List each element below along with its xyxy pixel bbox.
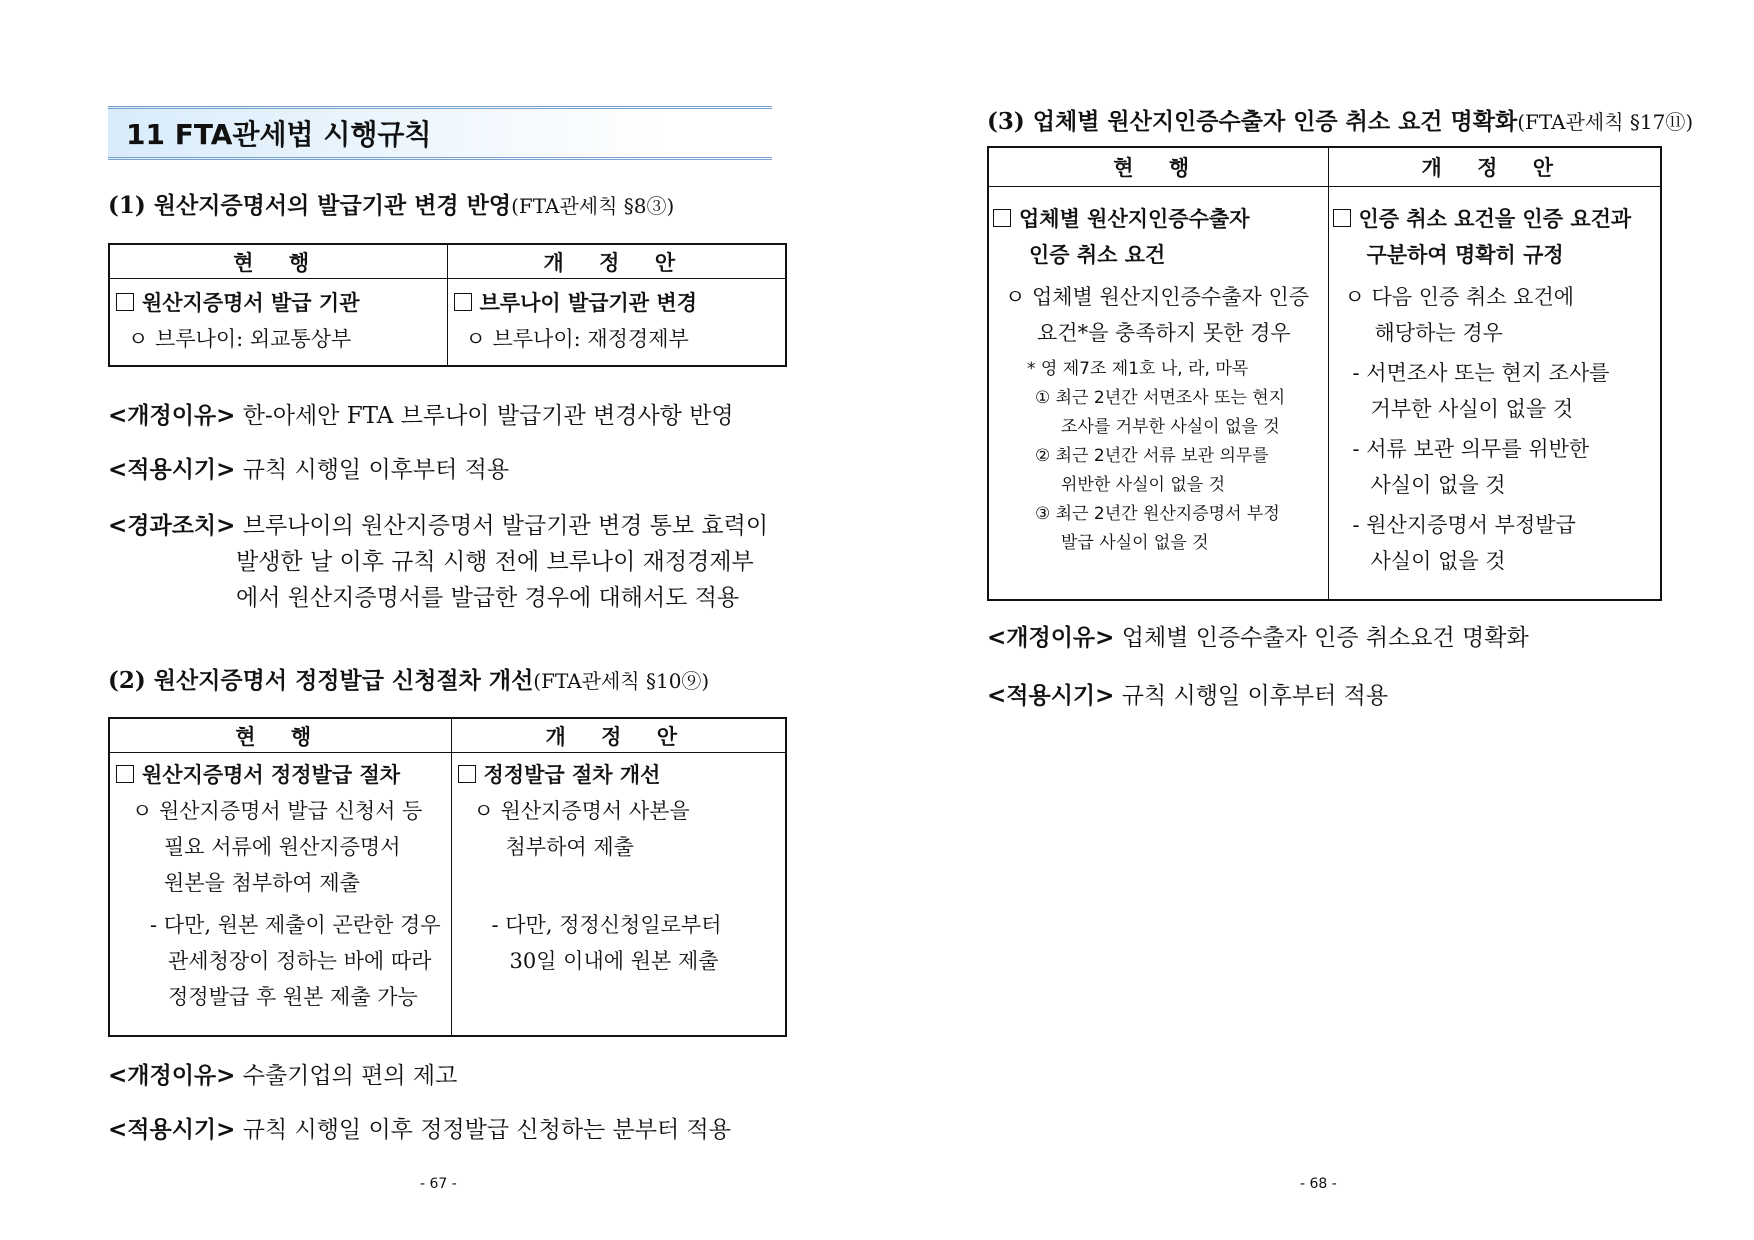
section-1-transition <box>108 508 768 544</box>
circle-item-continued: 필요 서류에 원산지증명서 <box>164 835 401 859</box>
dash-item: - 서류 보관 의무를 위반한 <box>1352 437 1590 461</box>
column-header-proposed: 개 정 안 <box>447 244 786 279</box>
reason-label: <개정이유> <box>108 1063 236 1089</box>
column-header-proposed: 개 정 안 <box>1328 147 1661 187</box>
column-header-current: 현 행 <box>988 147 1328 187</box>
square-bullet-icon <box>458 765 476 783</box>
dash-item: - 다만, 정정신청일로부터 <box>491 913 722 937</box>
reason-text: 수출기업의 편의 제고 <box>242 1063 458 1089</box>
section-3-heading <box>987 103 1693 136</box>
section-1-comparison-table <box>108 243 787 367</box>
circle-item-continued: 원본을 첨부하여 제출 <box>164 871 360 895</box>
transition-line: 에서 원산지증명서를 발급한 경우에 대해서도 적용 <box>236 585 740 611</box>
section-3-reason <box>987 620 1529 656</box>
circle-item: ㅇ 브루나이: 외교통상부 <box>128 327 352 351</box>
footnote-item: ③ 최근 2년간 원산지증명서 부정 <box>1035 504 1280 524</box>
current-cell <box>109 279 447 367</box>
footnote-item-continued: 위반한 사실이 없을 것 <box>1061 475 1226 495</box>
square-bullet-icon <box>116 293 134 311</box>
section-3-apply <box>987 678 1388 714</box>
checkbox-item-continued: 구분하여 명확히 규정 <box>1366 242 1564 267</box>
circle-item-continued: 해당하는 경우 <box>1374 321 1503 345</box>
dash-item-continued: 사실이 없을 것 <box>1370 549 1506 573</box>
page-number-left: - 67 - <box>420 1176 457 1192</box>
circle-item: ㅇ 브루나이: 재정경제부 <box>465 327 689 351</box>
section-2-apply <box>108 1112 731 1148</box>
dash-item: - 서면조사 또는 현지 조사를 <box>1352 361 1610 385</box>
current-cell <box>988 187 1328 601</box>
proposed-cell <box>447 279 786 367</box>
circle-item-continued: 첨부하여 제출 <box>505 835 634 859</box>
transition-label: <경과조치> <box>108 513 236 539</box>
apply-label: <적용시기> <box>108 457 236 483</box>
square-bullet-icon <box>1333 209 1351 227</box>
circle-item: ㅇ 다음 인증 취소 요건에 <box>1344 285 1575 309</box>
page-number-right: - 68 - <box>1300 1176 1337 1192</box>
proposed-cell <box>1328 187 1661 601</box>
footnote-item: ① 최근 2년간 서면조사 또는 현지 <box>1035 388 1286 408</box>
section-3-comparison-table <box>987 146 1662 601</box>
footnote-heading: * 영 제7조 제1호 나, 라, 마목 <box>1027 359 1249 379</box>
square-bullet-icon <box>454 293 472 311</box>
reason-label: <개정이유> <box>108 403 236 429</box>
transition-line: 발생한 날 이후 규칙 시행 전에 브루나이 재정경제부 <box>236 549 754 575</box>
circle-item: ㅇ 업체별 원산지인증수출자 인증 <box>1005 285 1310 309</box>
section-1-apply <box>108 452 509 488</box>
transition-line: 브루나이의 원산지증명서 발급기관 변경 통보 효력이 <box>242 513 769 539</box>
checkbox-item: 브루나이 발급기관 변경 <box>454 285 782 321</box>
checkbox-item: 인증 취소 요건을 인증 요건과 <box>1333 201 1657 237</box>
square-bullet-icon <box>116 765 134 783</box>
dash-item-continued: 정정발급 후 원본 제출 가능 <box>168 985 418 1009</box>
proposed-cell <box>451 753 786 1037</box>
checkbox-item: 정정발급 절차 개선 <box>458 757 782 793</box>
dash-item: - 다만, 원본 제출이 곤란한 경우 <box>150 913 441 937</box>
circle-item-continued: 요건*을 충족하지 못한 경우 <box>1037 321 1291 345</box>
reason-text: 한-아세안 FTA 브루나이 발급기관 변경사항 반영 <box>242 403 734 429</box>
checkbox-item: 업체별 원산지인증수출자 <box>993 201 1324 237</box>
checkbox-item: 원산지증명서 발급 기관 <box>116 285 443 321</box>
checkbox-item-continued: 인증 취소 요건 <box>1029 242 1166 267</box>
section-3-ref: (FTA관세칙 §17⑪) <box>1517 110 1694 134</box>
footnote-item-continued: 발급 사실이 없을 것 <box>1061 533 1209 553</box>
footnote-item-continued: 조사를 거부한 사실이 없을 것 <box>1061 417 1280 437</box>
section-2-ref: (FTA관세칙 §10⑨) <box>533 669 710 693</box>
square-bullet-icon <box>993 209 1011 227</box>
section-2-heading <box>108 662 709 695</box>
section-2-reason <box>108 1058 457 1094</box>
section-1-reason <box>108 398 734 434</box>
circle-item: ㅇ 원산지증명서 발급 신청서 등 <box>132 799 423 823</box>
dash-item-continued: 사실이 없을 것 <box>1370 473 1506 497</box>
apply-text: 규칙 시행일 이후부터 적용 <box>242 457 510 483</box>
dash-item: - 원산지증명서 부정발급 <box>1352 513 1576 537</box>
circle-item: ㅇ 원산지증명서 사본을 <box>473 799 690 823</box>
footnote-item: ② 최근 2년간 서류 보관 의무를 <box>1035 446 1269 466</box>
section-1-heading-text: (1) 원산지증명서의 발급기관 변경 반영 <box>108 192 512 219</box>
section-3-heading-text: (3) 업체별 원산지인증수출자 인증 취소 요건 명확화 <box>987 108 1518 135</box>
reason-label: <개정이유> <box>987 625 1115 651</box>
current-cell <box>109 753 451 1037</box>
reason-text: 업체별 인증수출자 인증 취소요건 명확화 <box>1121 625 1529 651</box>
column-header-current: 현 행 <box>109 244 447 279</box>
dash-item-continued: 관세청장이 정하는 바에 따라 <box>168 949 432 973</box>
checkbox-item: 원산지증명서 정정발급 절차 <box>116 757 447 793</box>
apply-label: <적용시기> <box>987 683 1115 709</box>
section-title: 11 FTA관세법 시행규칙 <box>126 118 432 151</box>
apply-text: 규칙 시행일 이후부터 적용 <box>1121 683 1389 709</box>
dash-item-continued: 거부한 사실이 없을 것 <box>1370 397 1574 421</box>
column-header-proposed: 개 정 안 <box>451 718 786 753</box>
apply-label: <적용시기> <box>108 1117 236 1143</box>
section-1-heading <box>108 187 674 220</box>
dash-item-continued: 30일 이내에 원본 제출 <box>509 949 719 973</box>
column-header-current: 현 행 <box>109 718 451 753</box>
section-2-comparison-table <box>108 717 787 1037</box>
apply-text: 규칙 시행일 이후 정정발급 신청하는 분부터 적용 <box>242 1117 731 1143</box>
section-1-ref: (FTA관세칙 §8③) <box>511 194 675 218</box>
section-2-heading-text: (2) 원산지증명서 정정발급 신청절차 개선 <box>108 667 534 694</box>
